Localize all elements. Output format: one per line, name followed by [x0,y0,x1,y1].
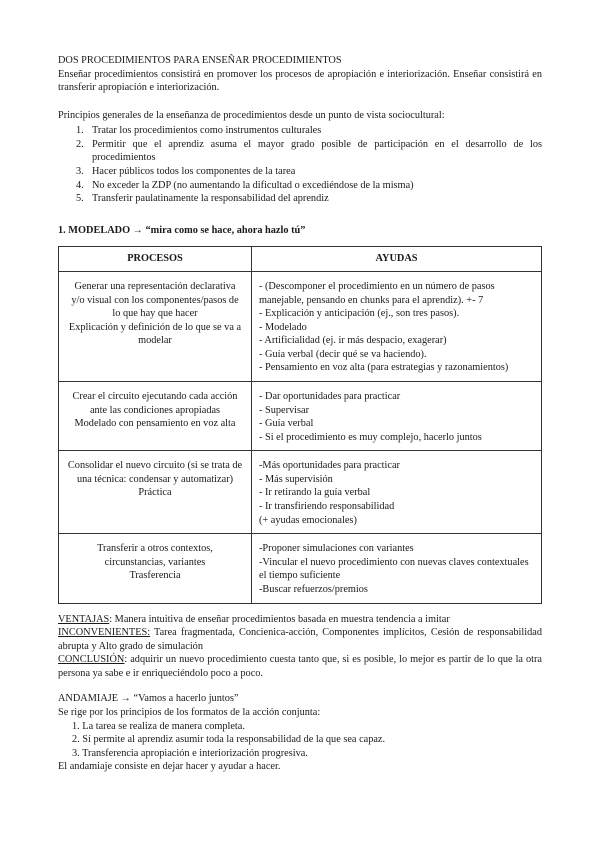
ventajas-paragraph: VENTAJAS: Manera intuitiva de enseñar procedimientos basada en muestra tendencia a imitar [58,613,450,625]
ventajas-label: VENTAJAS [58,613,110,625]
table-row [59,534,542,603]
table-header-row [59,247,542,272]
column-header-procesos: PROCESOS [59,247,252,272]
list-item: 2. Sí permite al aprendiz asumir toda la responsabilidad de la que sea capaz. [72,734,386,746]
table-row [59,381,542,450]
document-page [58,54,542,774]
ayudas-cell: -Proponer simulaciones con variantes -Vincular el nuevo procedimiento con nuevas claves contextuales el tiempo suficiente -Buscar refuerzos/premios [252,534,542,603]
conclusion-label: CONCLUSIÓN [58,654,125,666]
principles-list [58,124,542,205]
ayudas-cell: -Más oportunidades para practicar - Más supervisión - Ir retirando la guía verbal - Ir transfiriendo responsabilidad (+ ayudas emocionales) [252,451,542,534]
table-row [59,271,542,381]
procesos-cell: Transferir a otros contextos, circunstancias, variantes Trasferencia [59,534,252,603]
column-header-ayudas: AYUDAS [252,247,542,272]
principles-heading: Principios generales de la enseñanza de procedimientos desde un punto de vista sociocultural: [58,109,445,121]
procesos-ayudas-table [58,246,542,603]
ayudas-cell: - Dar oportunidades para practicar - Supervisar - Guía verbal - Si el procedimiento es muy complejo, hacerlo juntos [252,381,542,450]
andamiaje-list [58,720,542,761]
ayudas-cell: - (Descomponer el procedimiento en un número de pasos manejable, pensando en chunks para el aprendiz). +- 7 - Explicación y anticipación (ej., son tres pasos). - Modelado - Artificialidad (ej. ir más despacio, exagerar) - Guía verbal (decir qué se va haciendo). - Pensamiento en voz alta (para estrategias y razonamientos) [252,271,542,381]
table-row [59,451,542,534]
andamiaje-closing: El andamiaje consiste en dejar hacer y ayudar a hacer. [58,761,281,773]
list-item: 1. La tarea se realiza de manera completa. [72,720,245,732]
document-title: DOS PROCEDIMIENTOS PARA ENSEÑAR PROCEDIMIENTOS [58,55,342,66]
procesos-cell: Consolidar el nuevo circuito (si se trata de una técnica: condensar y automatizar) Práctica [59,451,252,534]
intro-paragraph: Enseñar procedimientos consistirá en promover los procesos de apropiación e interiorización. Enseñar consistirá en transferir apropiación e interiorización. [58,68,542,94]
inconvenientes-paragraph: INCONVENIENTES: Tarea fragmentada, Concienica-acción, Componentes implícitos, Cesión de responsabilidad abrupta y Alto grado de simulación [58,627,542,652]
list-item: 5. Transferir paulatinamente la responsabilidad del aprendiz [76,193,329,205]
procesos-cell: Crear el circuito ejecutando cada acción ante las condiciones apropiadas Modelado con pensamiento en voz alta [59,381,252,450]
list-item: 3. Hacer públicos todos los componentes de la tarea [76,166,296,178]
andamiaje-heading: ANDAMIAJE → “Vamos a hacerlo juntos” [58,693,239,705]
list-item: 4. No exceder la ZDP (no aumentando la dificultad o excediéndose de la misma) [76,179,414,191]
andamiaje-intro: Se rige por los principios de los formatos de la acción conjunta: [58,706,321,718]
inconvenientes-label: INCONVENIENTES: [58,627,151,639]
procesos-cell: Generar una representación declarativa y/o visual con los componentes/pasos de lo que hay que hacer Explicación y definición de lo que se va a modelar [59,271,252,381]
list-item: 3. Transferencia apropiación e interiorización progresiva. [72,747,308,759]
conclusion-paragraph: CONCLUSIÓN: adquirir un nuevo procedimiento cuesta tanto que, si es posible, lo mejor es partir de lo que la otra persona ya sabe e ir enriqueciéndolo poco a poco. [58,654,542,679]
section-heading-modelado: 1. MODELADO → “mira como se hace, ahora hazlo tú” [58,224,306,236]
list-item: 2. Permitir que el aprendiz asuma el mayor grado posible de participación en el desarrollo de los procedimientos [76,138,542,164]
list-item: 1. Tratar los procedimientos como instrumentos culturales [76,125,322,137]
